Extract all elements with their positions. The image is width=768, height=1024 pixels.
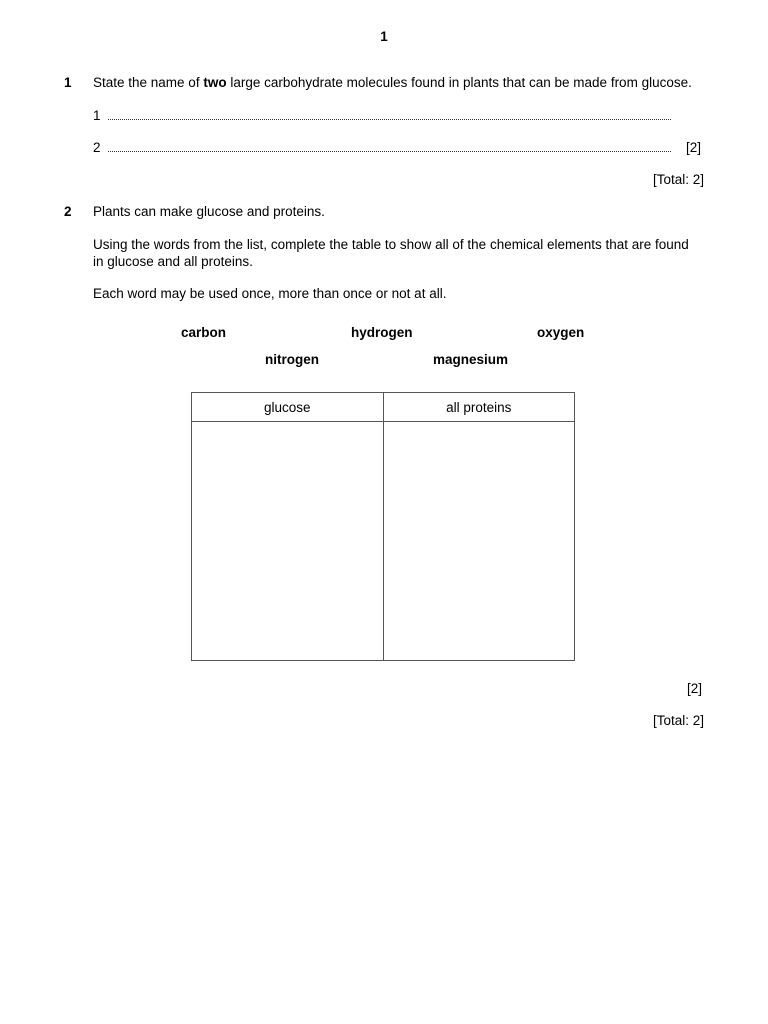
- question-2-number: 2: [64, 204, 72, 219]
- glucose-answer-cell[interactable]: [192, 422, 384, 661]
- question-1-total: [Total: 2]: [652, 172, 704, 187]
- question-1-text-before: State the name of: [93, 75, 204, 90]
- table-header-glucose: glucose: [192, 393, 384, 422]
- question-1-number: 1: [64, 75, 72, 90]
- question-2-instruction-line1: Using the words from the list, complete the table to show all of the chemical elements that are found: [93, 237, 689, 252]
- proteins-answer-cell[interactable]: [383, 422, 575, 661]
- question-1-text: [93, 75, 692, 90]
- answer-1-line[interactable]: [108, 119, 671, 120]
- page-number: 1: [380, 29, 388, 44]
- answer-1-label: 1: [93, 108, 101, 123]
- word-carbon: carbon: [181, 325, 227, 340]
- table-header-all-proteins: all proteins: [383, 393, 575, 422]
- question-2-marks: [2]: [686, 681, 702, 696]
- question-2-total: [Total: 2]: [652, 713, 704, 728]
- word-nitrogen: nitrogen: [265, 352, 319, 367]
- answer-2-line[interactable]: [108, 151, 671, 152]
- answer-2-label: 2: [93, 140, 101, 155]
- question-1-marks: [2]: [686, 140, 702, 155]
- word-oxygen: oxygen: [537, 325, 585, 340]
- elements-table: [191, 392, 575, 661]
- question-1-text-bold: two: [203, 75, 227, 90]
- question-2-instruction-line2: in glucose and all proteins.: [93, 254, 253, 269]
- question-1-text-after: large carbohydrate molecules found in plants that can be made from glucose.: [226, 75, 692, 90]
- word-hydrogen: hydrogen: [351, 325, 413, 340]
- question-2-intro: Plants can make glucose and proteins.: [93, 204, 325, 219]
- question-2-note: Each word may be used once, more than once or not at all.: [93, 286, 447, 301]
- word-magnesium: magnesium: [433, 352, 509, 367]
